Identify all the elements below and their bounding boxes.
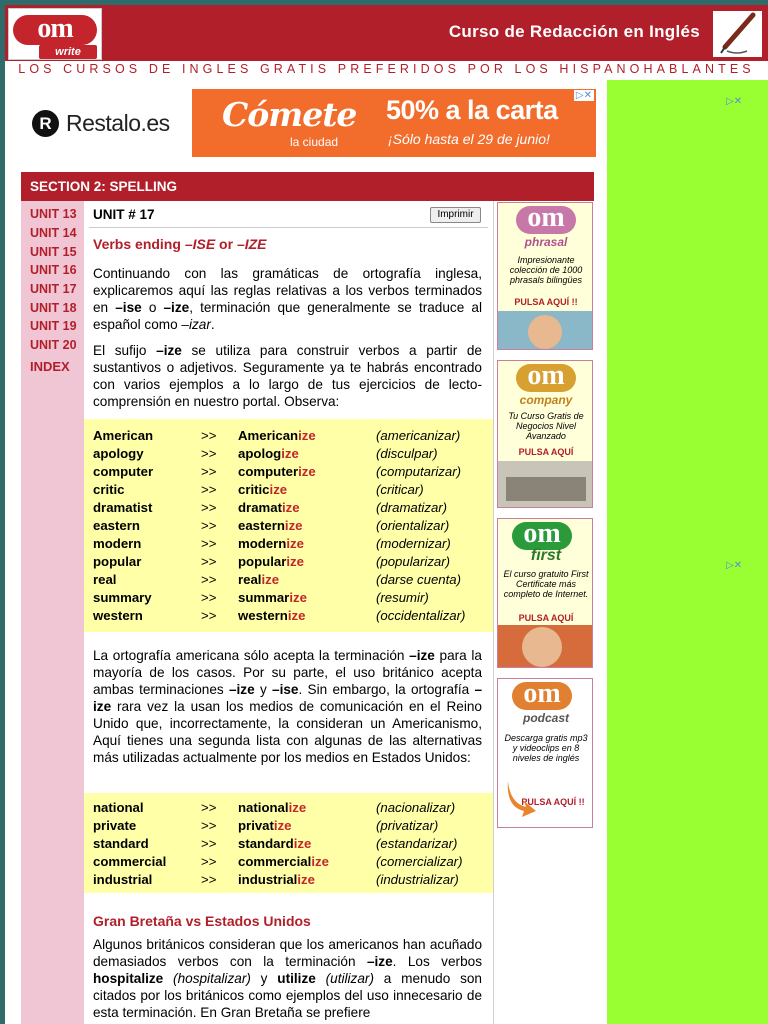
arrow-marker: >> (201, 554, 217, 569)
translation: (criticar) (376, 482, 424, 497)
restalo-logo[interactable] (32, 109, 182, 139)
word-row (84, 518, 493, 536)
base-word: modern (93, 536, 142, 551)
word-row (84, 446, 493, 464)
word-row (84, 572, 493, 590)
paragraph-intro: Continuando con las gramáticas de ortografía inglesa, explicaremos aquí las reglas relativas a los verbos terminados en –ise o –ize, terminación que generalmente se traduce al español como –izar. (93, 266, 482, 332)
nav-unit-15[interactable]: UNIT 15 (30, 245, 77, 259)
arrow-marker: >> (201, 500, 217, 515)
translation: (nacionalizar) (376, 800, 456, 815)
word-row (84, 590, 493, 608)
word-table-2 (84, 793, 493, 893)
arrow-marker: >> (201, 518, 217, 533)
word-row (84, 500, 493, 518)
arrow-marker: >> (201, 590, 217, 605)
word-row (84, 428, 493, 446)
arrow-marker: >> (201, 446, 217, 461)
word-row (84, 536, 493, 554)
ad-headline: Cómete (222, 95, 357, 134)
arrow-marker: >> (201, 608, 217, 623)
word-row (84, 554, 493, 572)
arrow-marker: >> (201, 836, 217, 851)
arrow-icon (504, 779, 538, 824)
translation: (popularizar) (376, 554, 451, 569)
print-button[interactable]: Imprimir (430, 207, 481, 223)
word-row (84, 800, 493, 818)
nav-unit-13[interactable]: UNIT 13 (30, 207, 77, 221)
ad-sub: first (530, 547, 562, 564)
heading-or: or (215, 236, 237, 252)
ad-logo: om (512, 682, 572, 710)
content-divider (493, 201, 494, 1024)
arrow-marker: >> (201, 818, 217, 833)
translation: (darse cuenta) (376, 572, 462, 587)
ize-verb: Americanize (238, 428, 316, 443)
arrow-marker: >> (201, 872, 217, 887)
base-word: apology (93, 446, 144, 461)
base-word: dramatist (93, 500, 153, 515)
ize-verb: realize (238, 572, 280, 587)
heading-text: Verbs ending (93, 236, 185, 252)
base-word: critic (93, 482, 125, 497)
base-word: summary (93, 590, 152, 605)
ad-date-note: ¡Sólo hasta el 29 de junio! (388, 131, 550, 147)
base-word: private (93, 818, 137, 833)
ize-verb: privatize (238, 818, 292, 833)
ad-cta: PULSA AQUÍ (518, 613, 574, 623)
nav-index[interactable]: INDEX (30, 359, 70, 374)
base-word: American (93, 428, 154, 443)
arrow-marker: >> (201, 854, 217, 869)
translation: (modernizar) (376, 536, 451, 551)
translation: (comercializar) (376, 854, 463, 869)
word-row (84, 872, 493, 890)
ize-verb: dramatize (238, 500, 300, 515)
logo-om: om (13, 15, 97, 45)
ad-sub: phrasal (524, 235, 568, 249)
ize-verb: standardize (238, 836, 312, 851)
nav-unit-16[interactable]: UNIT 16 (30, 263, 77, 277)
ad-desc: Tu Curso Gratis de Negocios Nivel Avanzado (508, 411, 584, 441)
heading-ise: –ISE (184, 236, 216, 252)
logo-write: write (39, 45, 97, 59)
ad-desc: Descarga gratis mp3 y videoclips en 8 niveles de inglés (504, 733, 588, 763)
nav-unit-20[interactable]: UNIT 20 (30, 338, 77, 352)
right-ad-column (607, 80, 768, 1024)
word-row (84, 818, 493, 836)
ad-offer: 50% a la carta (386, 95, 558, 125)
word-row (84, 482, 493, 500)
section-title: SECTION 2: SPELLING (30, 179, 178, 194)
ize-verb: summarize (238, 590, 307, 605)
ad-om-podcast[interactable] (497, 678, 593, 828)
ize-verb: nationalize (238, 800, 307, 815)
word-row (84, 608, 493, 626)
translation: (occidentalizar) (376, 608, 466, 623)
ize-verb: easternize (238, 518, 303, 533)
ad-desc: El curso gratuito First Certificate más completo de Internet. (503, 569, 589, 599)
paragraph-suffix: El sufijo –ize se utiliza para construir verbos a partir de sustantivos o adjetivos. Seguramente ya te habrás encontrado con varios ejemplos a lo largo de tus ejercicios de lecto-comprensión en nuestro portal. Observa: (93, 343, 482, 409)
site-title: Curso de Redacción en Inglés (448, 22, 700, 41)
adchoices-icon[interactable]: ▷✕ (575, 90, 592, 101)
ad-logo: om (516, 364, 576, 392)
nav-unit-14[interactable]: UNIT 14 (30, 226, 77, 240)
translation: (privatizar) (376, 818, 439, 833)
nav-unit-18[interactable]: UNIT 18 (30, 301, 77, 315)
word-row (84, 464, 493, 482)
restalo-brand: Restalo.es (66, 110, 170, 136)
base-word: standard (93, 836, 149, 851)
arrow-marker: >> (201, 536, 217, 551)
arrow-marker: >> (201, 428, 217, 443)
adchoices-icon[interactable]: ▷✕ (726, 96, 743, 107)
nav-unit-19[interactable]: UNIT 19 (30, 319, 77, 333)
translation: (orientalizar) (376, 518, 450, 533)
site-tagline: LOS CURSOS DE INGLES GRATIS PREFERIDOS POR LOS HISPANOHABLANTES (18, 62, 755, 76)
translation: (computarizar) (376, 464, 462, 479)
ad-om-company[interactable] (497, 360, 593, 508)
ize-verb: apologize (238, 446, 299, 461)
site-logo[interactable] (8, 8, 102, 60)
unit-title: UNIT # 17 (93, 207, 155, 222)
translation: (disculpar) (376, 446, 438, 461)
base-word: western (93, 608, 143, 623)
ad-logo: om (516, 206, 576, 234)
ad-photo (498, 311, 593, 350)
word-row (84, 836, 493, 854)
ad-banner[interactable] (192, 89, 596, 157)
lesson-heading (93, 236, 267, 252)
ad-photo (498, 461, 593, 508)
base-word: commercial (93, 854, 167, 869)
ize-verb: modernize (238, 536, 304, 551)
arrow-marker: >> (201, 800, 217, 815)
arrow-marker: >> (201, 464, 217, 479)
ad-cta: PULSA AQUÍ (518, 447, 574, 457)
ad-cta: PULSA AQUÍ !! (521, 797, 585, 807)
paragraph-gb-us: Algunos británicos consideran que los americanos han acuñado demasiados verbos con la terminación –ize. Los verbos hospitalize (hospitalizar) y utilize (utilizar) a menudo son citados por los británicos como ejemplos del uso innecesario de esta terminación. En Gran Bretaña se prefiere (93, 937, 482, 1020)
restalo-r-icon: R (32, 110, 59, 137)
translation: (industrializar) (376, 872, 459, 887)
heading-gb-vs-us: Gran Bretaña vs Estados Unidos (93, 913, 311, 929)
base-word: real (93, 572, 117, 587)
base-word: industrial (93, 872, 153, 887)
ize-verb: popularize (238, 554, 304, 569)
base-word: eastern (93, 518, 140, 533)
base-word: popular (93, 554, 142, 569)
nav-unit-17[interactable]: UNIT 17 (30, 282, 77, 296)
ad-sub: podcast (522, 711, 569, 725)
ize-verb: commercialize (238, 854, 329, 869)
ad-logo: om (512, 522, 572, 550)
ad-subline: la ciudad (290, 135, 339, 149)
word-row (84, 854, 493, 872)
ad-om-phrasal[interactable] (497, 202, 593, 350)
arrow-marker: >> (201, 572, 217, 587)
ize-verb: industrialize (238, 872, 315, 887)
adchoices-icon[interactable]: ▷✕ (726, 560, 743, 571)
heading-ize: –IZE (236, 236, 267, 252)
translation: (dramatizar) (376, 500, 448, 515)
base-word: national (93, 800, 144, 815)
ad-desc: Impresionante colección de 1000 phrasals bilingües (509, 255, 583, 285)
ize-verb: westernize (238, 608, 306, 623)
ad-om-first[interactable] (497, 518, 593, 668)
translation: (estandarizar) (376, 836, 458, 851)
pen-icon (713, 11, 762, 57)
ize-verb: criticize (238, 482, 288, 497)
paragraph-spelling: La ortografía americana sólo acepta la terminación –ize para la mayoría de los casos. Por su parte, el uso británico acepta ambas terminaciones –ize y –ise. Sin embargo, la ortografía –ize rara vez la usan los medios de comunicación en el Reino Unido que, incorrectamente, la consideran un Americanismo, Aquí tienes una segunda lista con algunas de las alternativas más utilizadas actualmente por los medios en Estados Unidos: (93, 648, 482, 765)
base-word: computer (93, 464, 154, 479)
arrow-marker: >> (201, 482, 217, 497)
ad-cta: PULSA AQUÍ !! (514, 297, 578, 307)
ize-verb: computerize (238, 464, 316, 479)
word-table-1 (84, 419, 493, 632)
translation: (resumir) (376, 590, 429, 605)
ad-photo (498, 625, 593, 668)
ad-sub: company (519, 393, 573, 407)
divider (89, 227, 488, 228)
translation: (americanizar) (376, 428, 461, 443)
